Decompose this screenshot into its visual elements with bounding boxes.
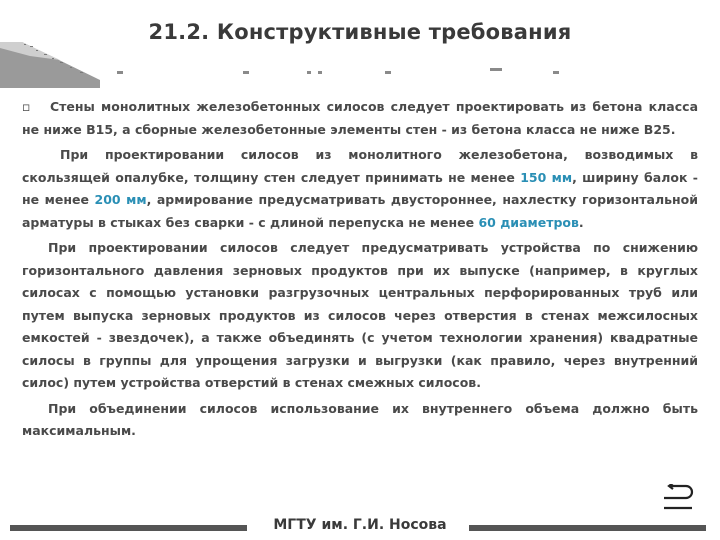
bullet-icon: ▫ xyxy=(22,99,31,114)
paragraph-wall-concrete xyxy=(22,96,698,141)
highlight-beam-width: 200 мм xyxy=(94,192,147,207)
paragraph-text: . xyxy=(578,214,584,230)
paragraph-pressure-reduction: При проектировании силосов следует предусматривать устройства по снижению горизонтального давления зерновых продуктов при их выпуске (например, в круглых силосах с помощью установки разгрузочных центральных перфорированных труб или путем выпуска зерновых продуктов из силосов через отверстия в стенах межсилосных емкостей - звездочек), а также объединять (с учетом технологии хранения) квадратные силосы в группы для упрощения загрузки и выгрузки (как правило, через внутренний силос) путем устройства отверстий в стенах смежных силосов. xyxy=(22,240,698,390)
highlight-lap-length: 60 диаметров xyxy=(478,214,579,230)
footer-institution: МГТУ им. Г.И. Носова xyxy=(273,517,447,533)
paragraph-text: При проектировании силосов из монолитного железобетона, возводимых в скользящей опалубке, толщину стен следует принимать не менее xyxy=(22,147,698,185)
paragraph-slipform xyxy=(22,144,698,234)
paragraph-text: , армирование предусматривать двустороннее, нахлестку горизонтальной арматуры в стыках без сварки - с длиной перепуска не менее xyxy=(22,192,698,230)
paragraph-volume-usage: При объединении силосов использование их внутреннего объема должно быть максимальным. xyxy=(22,400,698,438)
page-title: 21.2. Конструктивные требования xyxy=(148,20,572,44)
paragraph-text: Стены монолитных железобетонных силосов следует проектировать из бетона класса не ниже В15, а сборные железобетонные элементы стен - из бетона класса не ниже В25. xyxy=(22,99,698,137)
corner-decoration xyxy=(0,42,100,88)
return-arrow-icon[interactable] xyxy=(660,484,696,514)
paragraph-text: , ширину балок - не менее xyxy=(22,169,698,207)
document-body xyxy=(22,96,698,446)
decorative-dash-rule xyxy=(0,67,720,77)
highlight-wall-thickness: 150 мм xyxy=(520,169,573,185)
